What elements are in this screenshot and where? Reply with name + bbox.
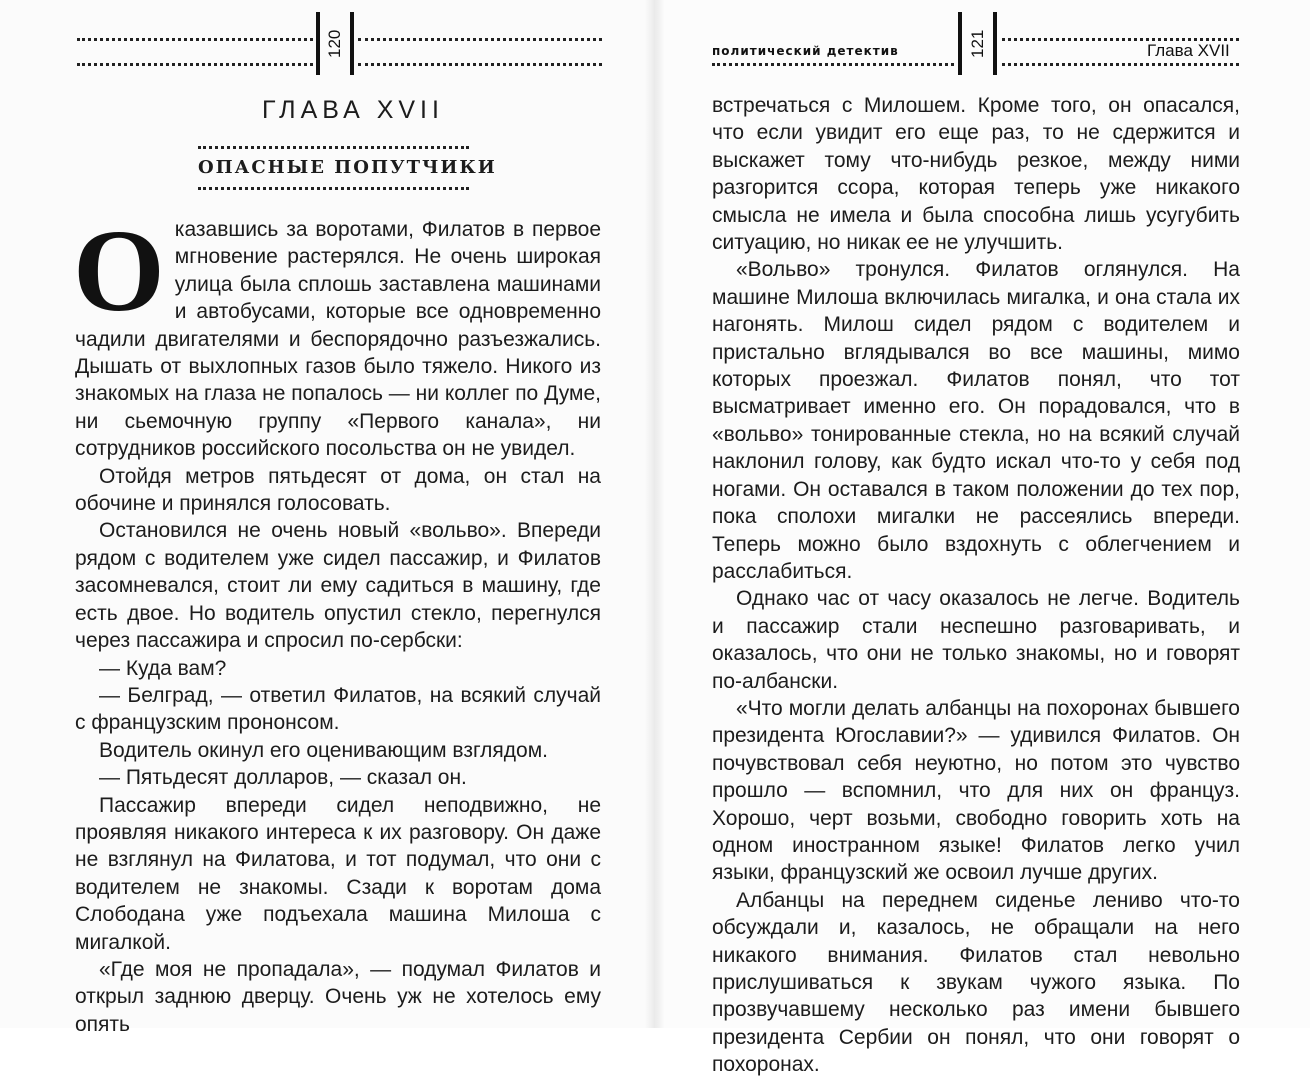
paragraph: Пассажир впереди сидел неподвижно, не проявляя никакого интереса к их разговору. Он даже не взглянул на Филатова, и тот подумал, что они с водителем не знакомы. Сзади к воротам дома Слободана уже подъехала машина Милоша с мигалкой. <box>75 793 601 954</box>
folio-bar <box>993 12 997 75</box>
paragraph: — Белград, — ответил Филатов, на всякий случай с французским прононсом. <box>75 683 601 735</box>
paragraph: «Вольво» тронулся. Филатов оглянулся. На машине Милоша включилась мигалка, и она стала их нагонять. Милош сидел рядом с водителем и пристально вглядывался во все машины, мимо которых проезжал. Филатов понял, что тот высматривает именно его. Он порадовался, что в «вольво» тонированные стекла, но на всякий случай наклонил голову, как будто искал что-то у себя под ногами. Он оставался в таком положении до тех пор, пока сполохи мигалки не рассеялись впереди. Теперь можно было вздохнуть с облегчением и расслабиться. <box>712 258 1240 583</box>
paragraph: «Что могли делать албанцы на похоронах бывшего президента Югославии?» — удивился Филатов. Он почувствовал себя неуютно, но потом это чувство прошло — вспомнил, что для них он француз. Хорошо, черт возьми, свободно говорить хоть на одном иностранном языке! Филатов легко учил языки, французский же освоил лучше других. <box>712 696 1240 885</box>
header-rule-right-a <box>712 63 954 66</box>
folio-bar <box>316 12 320 75</box>
section-title: ОПАСНЫЕ ПОПУТЧИКИ <box>198 146 469 190</box>
paragraph: Отойдя метров пятьдесят от дома, он стал на обочине и принялся голосовать. <box>75 464 601 516</box>
left-body-text <box>73 205 601 1038</box>
chapter-title: ГЛАВА XVII <box>262 96 444 124</box>
left-page <box>0 0 655 1036</box>
drop-cap: О <box>73 205 165 336</box>
header-rule-right-c <box>1002 63 1239 66</box>
header-rule-left-c <box>358 38 602 41</box>
paragraph-continuation: встречаться с Милошем. Кроме того, он опасался, что если увидит его еще раз, то не сдержится и выскажет тому что-нибудь резкое, между ними разгорится ссора, которая теперь уже никакого смысла не имела и была способна лишь усугубить ситуацию, но никак ее не улучшить. <box>712 94 1240 255</box>
paragraph: «Где моя не пропадала», — подумал Филатов и открыл заднюю дверцу. Очень уж не хотелось ему опять <box>75 957 601 1036</box>
page-number-right: 121 <box>968 29 987 58</box>
paragraph <box>73 205 601 463</box>
paragraph: Остановился не очень новый «вольво». Впереди рядом с водителем уже сидел пассажир, и Филатов засомневался, стоит ли ему садиться в машину, где есть двое. Но водитель опустил стекло, перегнулся через пассажира и спросил по-сербски: <box>75 519 601 653</box>
right-body-text <box>712 92 1240 1079</box>
paragraph: Однако час от часу оказалось не легче. Водитель и пассажир стали неспешно разговаривать, и оказалось, что они не только знакомы, но и говорят по-албански. <box>712 587 1240 693</box>
book-gutter <box>645 0 665 1028</box>
header-rule-left-b <box>77 63 313 66</box>
paragraph: Албанцы на переднем сиденье лениво что-то обсуждали и, казалось, не обращали на него никакого внимания. Филатов стал невольно прислушиваться к звукам чужого языка. По прозвучавшему несколько раз имени бывшего президента Сербии он понял, что они говорят о похоронах. <box>712 888 1240 1077</box>
paragraph: Водитель окинул его оценивающим взглядом. <box>99 738 548 762</box>
header-rule-left-d <box>358 63 602 66</box>
right-page <box>655 0 1310 1077</box>
running-head-chapter: Глава XVII <box>1147 41 1230 60</box>
paragraph: — Куда вам? <box>99 656 227 680</box>
folio-bar <box>350 12 354 75</box>
series-title: политический детектив <box>712 44 899 58</box>
page-number-left: 120 <box>325 29 344 58</box>
folio-bar <box>958 12 962 75</box>
header-rule-left-a <box>77 38 313 41</box>
paragraph-text: казавшись за воротами, Филатов в первое мгновение растерялся. Не очень широкая улица была сплошь заставлена машинами и автобусами, которые все одновременно чадили двигателями и беспорядочно разъезжались. Дышать от выхлопных газов было тяжело. Никого из знакомых на глаза не попалось — ни коллег по Думе, ни сьемочную группу «Первого канала», ни сотрудников российского посольства он не увидел. <box>75 218 601 461</box>
paragraph: — Пятьдесят долларов, — сказал он. <box>99 766 467 790</box>
